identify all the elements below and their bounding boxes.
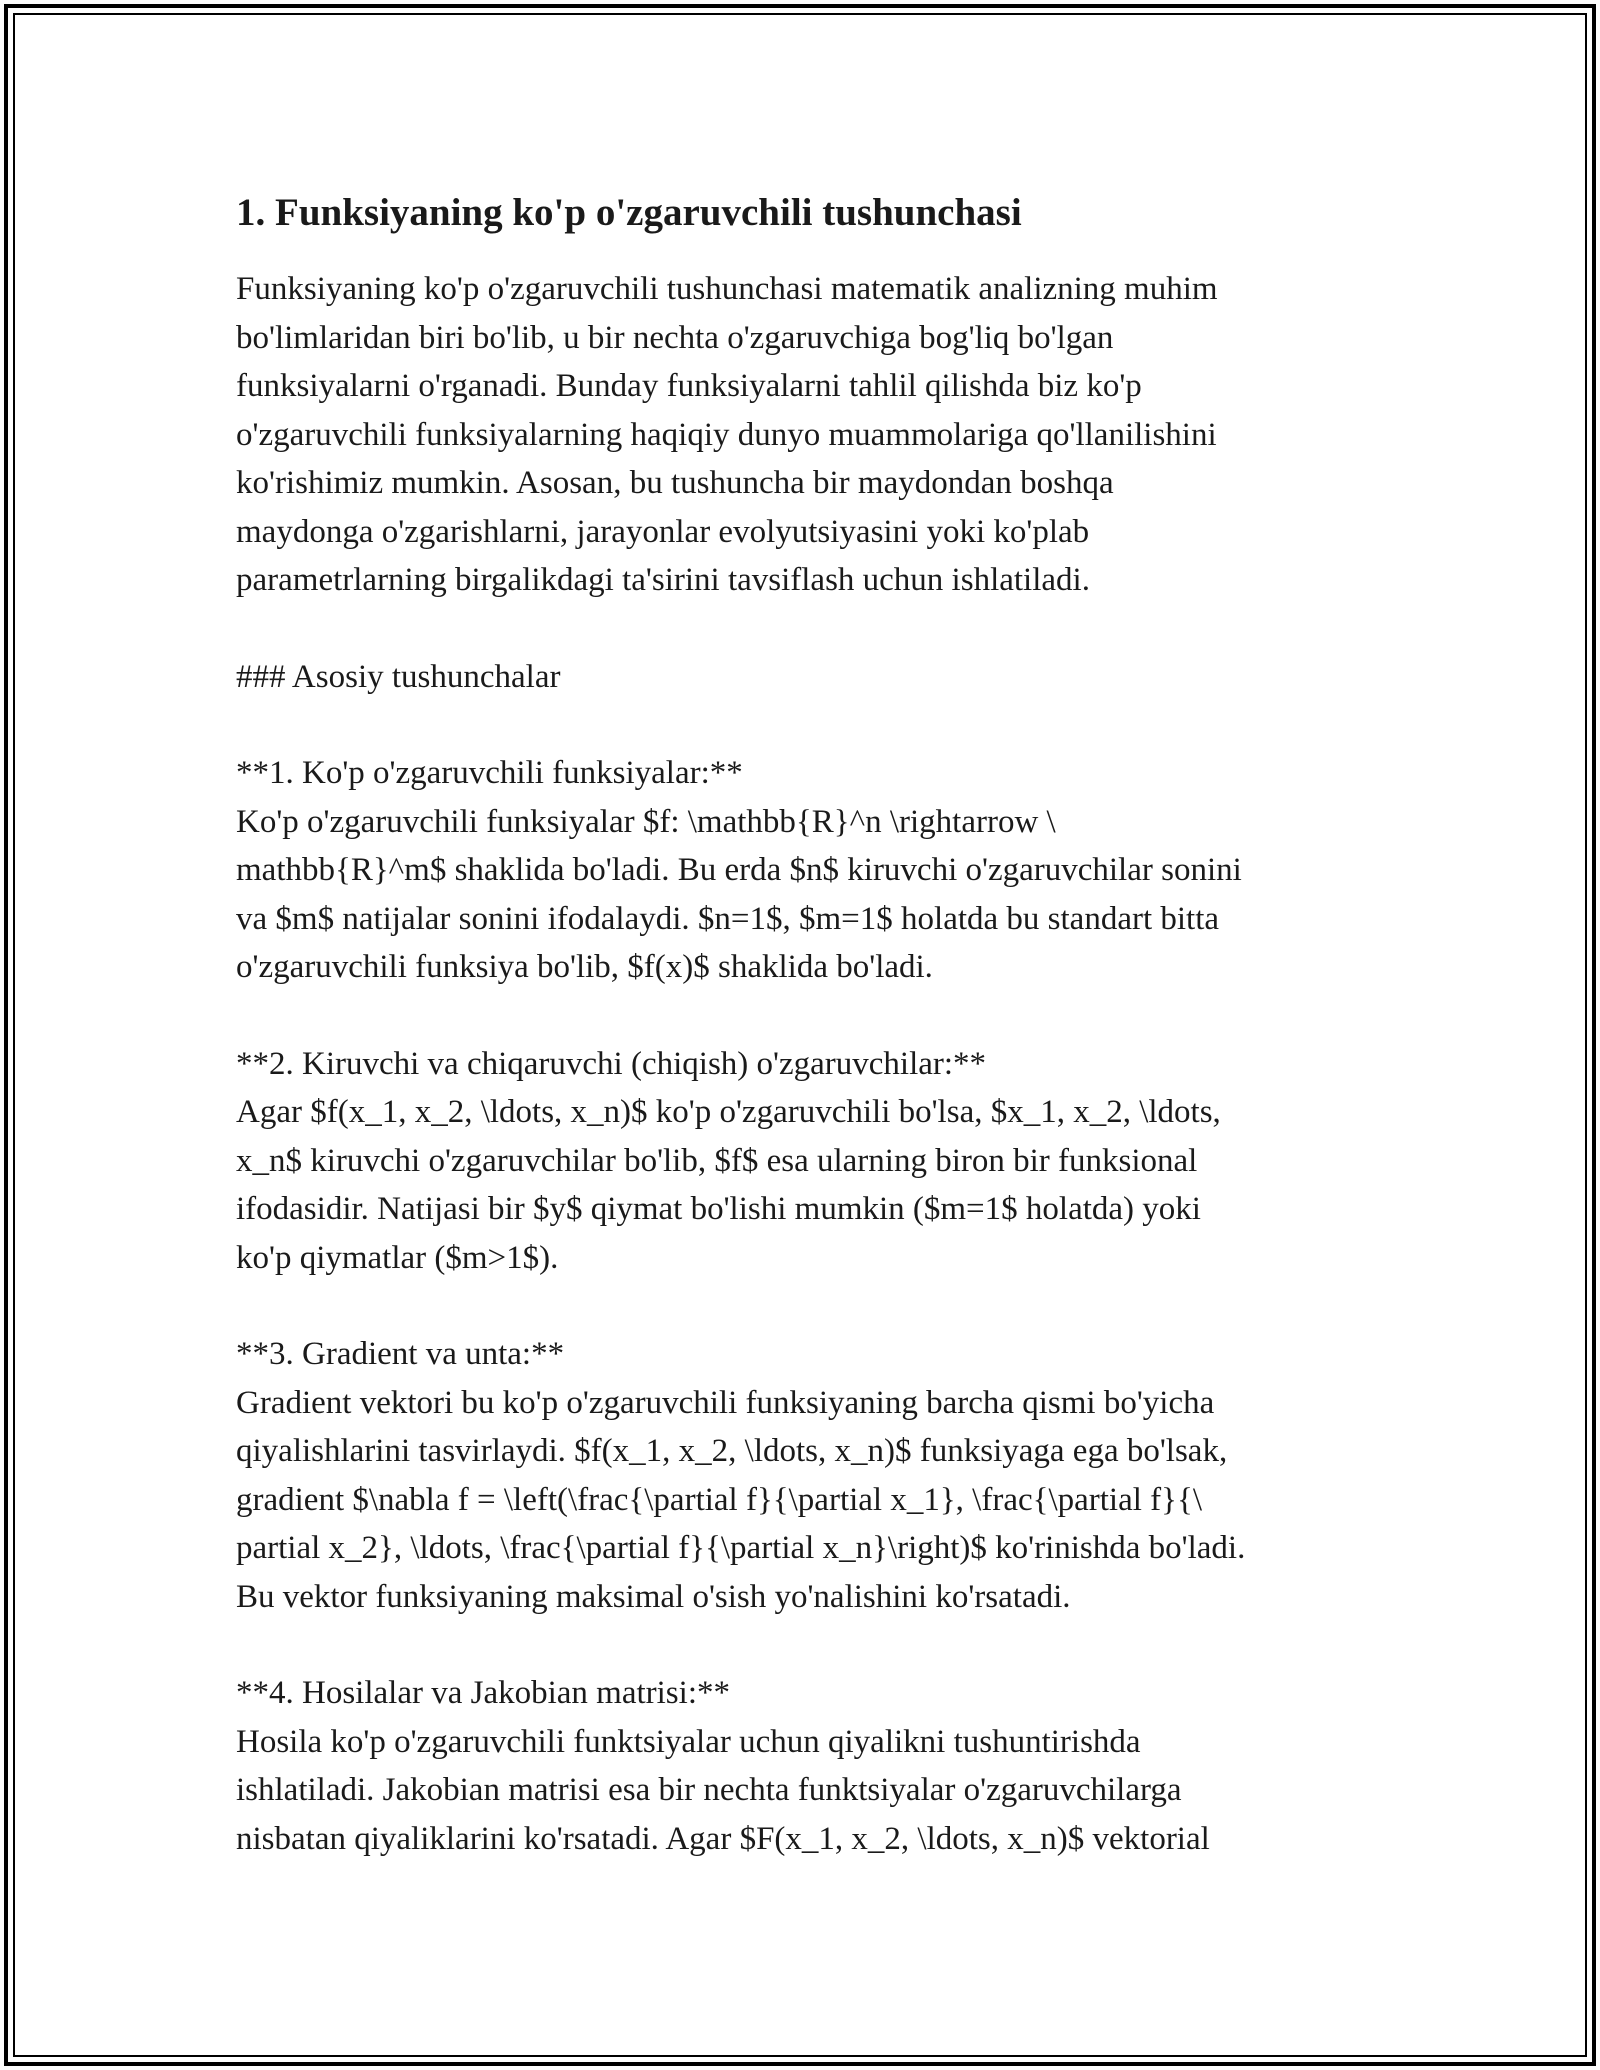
- section-4: [236, 1669, 1366, 1863]
- section-subheading: ### Asosiy tushunchalar: [236, 658, 561, 695]
- section-3: [236, 1330, 1366, 1621]
- section-heading: **2. Kiruvchi va chiqaruvchi (chiqish) o'zgaruvchilar:**: [236, 1045, 987, 1082]
- section-heading: **3. Gradient va unta:**: [236, 1336, 565, 1372]
- section-text: Ko'p o'zgaruvchili funksiyalar $f: \mathbb{R}^n \rightarrow \ mathbb{R}^m$ shaklida bo'ladi. Bu erda $n$ kiruvchi o'zgaruvchilar sonini va $m$ natijalar sonini ifodalaydi. $n=1$, $m=1$ holatda bu standart bitta o'zgaruvchili funksiya bo'lib, $f(x)$ shaklida bo'ladi.: [236, 803, 1242, 985]
- document-body: [236, 186, 1366, 1863]
- section-text: Agar $f(x_1, x_2, \ldots, x_n)$ ko'p o'zgaruvchili bo'lsa, $x_1, x_2, \ldots, x_n$ kiruvchi o'zgaruvchilar bo'lib, $f$ esa ularning biron bir funksional ifodasidir. Natijasi bir $y$ qiymat bo'lishi mumkin ($m=1$ holatda) yoki ko'p qiymatlar ($m>1$).: [236, 1094, 1221, 1276]
- section-1: [236, 749, 1366, 992]
- document-title: 1. Funksiyaning ko'p o'zgaruvchili tushunchasi: [236, 191, 1022, 234]
- intro-paragraph: Funksiyaning ko'p o'zgaruvchili tushunchasi matematik analizning muhim bo'limlaridan biri bo'lib, u bir nechta o'zgaruvchiga bog'liq bo'lgan funksiyalarni o'rganadi. Bunday funksiyalarni tahlil qilishda biz ko'p o'zgaruvchili funksiyalarning haqiqiy dunyo muammolariga qo'llanilishini ko'rishimiz mumkin. Asosan, bu tushuncha bir maydondan boshqa maydonga o'zgarishlarni, jarayonlar evolyutsiyasini yoki ko'plab parametrlarning birgalikdagi ta'sirini tavsiflash uchun ishlatiladi.: [236, 271, 1218, 598]
- section-heading: **4. Hosilalar va Jakobian matrisi:**: [236, 1675, 730, 1711]
- section-2: [236, 1040, 1366, 1283]
- section-heading: **1. Ko'p o'zgaruvchili funksiyalar:**: [236, 755, 743, 791]
- section-text: Gradient vektori bu ko'p o'zgaruvchili funksiyaning barcha qismi bo'yicha qiyalishlarini tasvirlaydi. $f(x_1, x_2, \ldots, x_n)$ funksiyaga ega bo'lsak, gradient $\nabla f = \left(\frac{\partial f}{\partial x_1}, \frac{\partial f}{\ partial x_2}, \ldots, \frac{\partial f}{\partial x_n}\right)$ ko'rinishda bo'ladi. Bu vektor funksiyaning maksimal o'sish yo'nalishini ko'rsatadi.: [236, 1384, 1246, 1615]
- section-text: Hosila ko'p o'zgaruvchili funktsiyalar uchun qiyalikni tushuntirishda ishlatiladi. Jakobian matrisi esa bir nechta funktsiyalar o'zgaruvchilarga nisbatan qiyaliklarini ko'rsatadi. Agar $F(x_1, x_2, \ldots, x_n)$ vektorial: [236, 1723, 1210, 1857]
